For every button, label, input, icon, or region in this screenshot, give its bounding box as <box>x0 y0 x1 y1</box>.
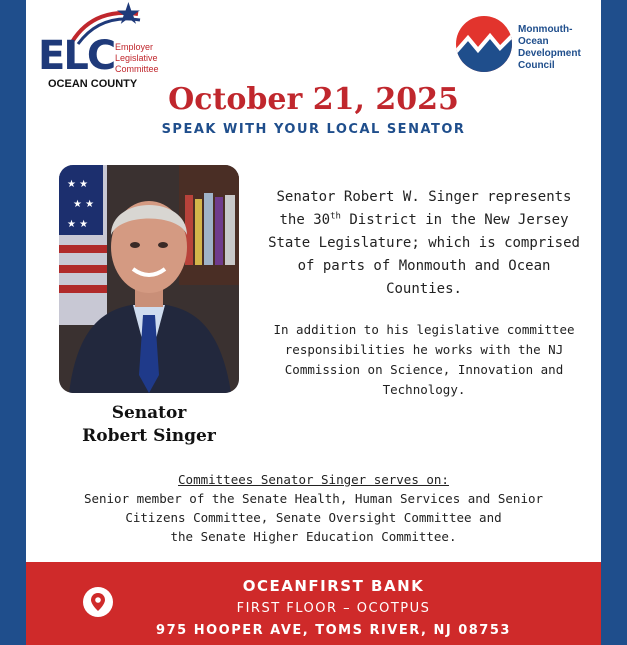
venue-address: 975 HOOPER AVE, TOMS RIVER, NJ 08753 <box>156 623 511 638</box>
elc-word: Committee <box>115 64 159 74</box>
elc-letters: ELC <box>38 33 115 79</box>
modc-name <box>518 24 581 72</box>
bio-paragraph-1 <box>262 186 586 301</box>
location-footer <box>26 562 601 645</box>
ordinal-suffix: th <box>330 211 341 222</box>
senator-name <box>56 402 242 448</box>
elc-words <box>115 42 159 75</box>
flyer-page <box>26 0 601 645</box>
elc-logo <box>38 2 188 94</box>
venue-name: OCEANFIRST BANK <box>242 577 425 595</box>
senator-title: Senator <box>111 403 187 423</box>
elc-word: Employer <box>115 42 154 52</box>
event-tagline: SPEAK WITH YOUR LOCAL SENATOR <box>161 122 466 137</box>
bio-paragraph-2: In addition to his legislative committee responsibilities he works with the NJ Commission on Science, Innovation and Technology. <box>273 322 575 397</box>
committees-heading: Committees Senator Singer serves on: <box>178 472 449 487</box>
committees-line: Citizens Committee, Senate Oversight Committee and <box>125 510 502 525</box>
bio-text: Senator Robert W. Singer represents the 30 <box>276 189 572 228</box>
bio-text: District in the New Jersey State Legislature; which is comprised of parts of Monmouth and Ocean Counties. <box>268 212 580 297</box>
committees-line: the Senate Higher Education Committee. <box>170 529 457 544</box>
modc-line: Council <box>518 60 555 71</box>
svg-text:★ ★: ★ ★ <box>67 179 89 190</box>
modc-wave-icon <box>454 14 514 74</box>
elc-county-label: OCEAN COUNTY <box>48 78 138 90</box>
committees-section <box>26 470 601 546</box>
svg-text:★ ★: ★ ★ <box>73 199 95 210</box>
venue-floor: FIRST FLOOR – OCOTPUS <box>236 601 431 616</box>
committees-line: Senior member of the Senate Health, Human Services and Senior <box>83 491 544 506</box>
event-date: October 21, 2025 <box>168 82 459 117</box>
modc-line: Development <box>518 48 581 59</box>
senator-full-name: Robert Singer <box>82 426 216 446</box>
elc-word: Legislative <box>115 53 158 63</box>
modc-line: Monmouth- <box>518 24 573 35</box>
modc-line: Ocean <box>518 36 549 47</box>
modc-logo <box>454 14 601 76</box>
senator-photo <box>59 165 239 393</box>
svg-text:★ ★: ★ ★ <box>67 219 89 230</box>
